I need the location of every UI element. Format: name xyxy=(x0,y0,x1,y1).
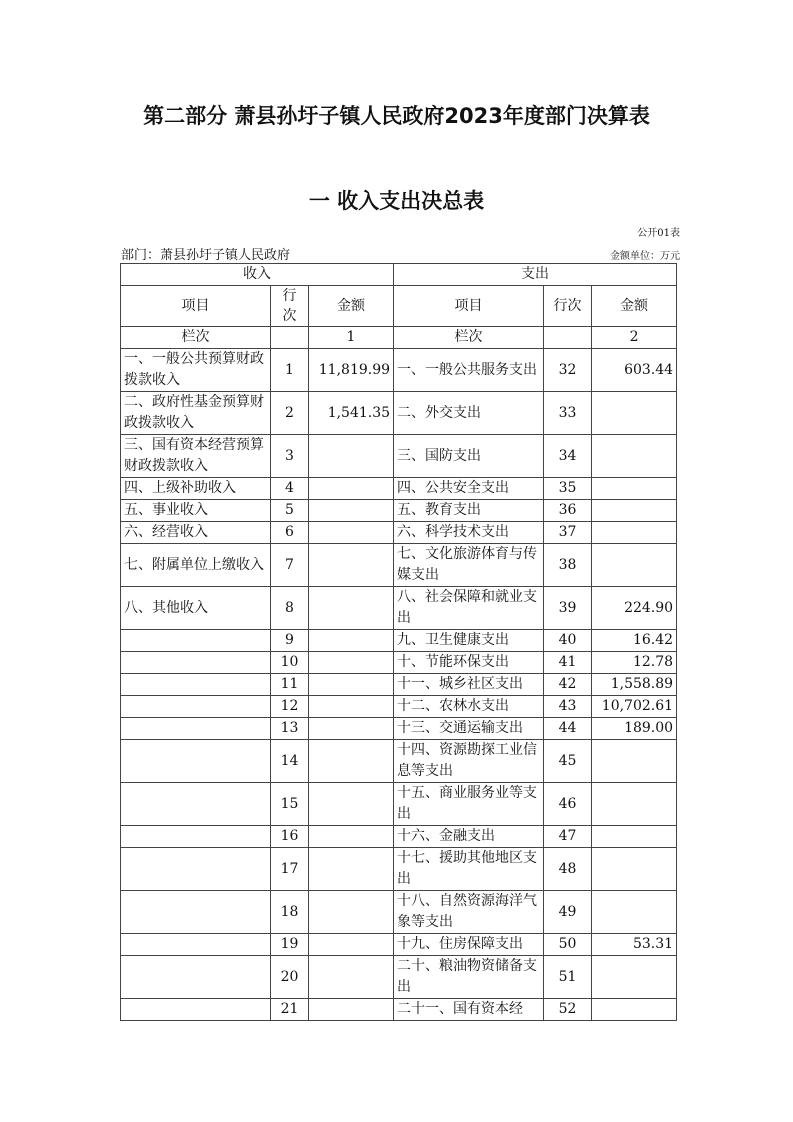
expense-item-cell: 七、文化旅游体育与传媒支出 xyxy=(394,544,544,587)
expense-amount-cell xyxy=(592,392,677,435)
income-row-no-cell: 12 xyxy=(271,696,309,718)
expense-item-cell: 十四、资源勘探工业信息等支出 xyxy=(394,740,544,783)
expense-amount-cell xyxy=(592,891,677,934)
income-item-cell: 三、国有资本经营预算财政拨款收入 xyxy=(121,435,271,478)
table-row xyxy=(121,630,677,652)
income-row-no-cell: 19 xyxy=(271,934,309,956)
income-item-cell xyxy=(121,674,271,696)
expense-row-no-cell: 38 xyxy=(544,544,592,587)
income-row-no-cell: 13 xyxy=(271,718,309,740)
lanci-blank-expense xyxy=(544,327,592,349)
col-item-income: 项目 xyxy=(121,286,271,327)
income-amount-cell: 1,541.35 xyxy=(309,392,394,435)
lanci-num-income: 1 xyxy=(309,327,394,349)
income-row-no-cell: 17 xyxy=(271,848,309,891)
table-row xyxy=(121,522,677,544)
income-item-cell xyxy=(121,826,271,848)
expense-row-no-cell: 43 xyxy=(544,696,592,718)
income-amount-cell xyxy=(309,630,394,652)
expense-row-no-cell: 50 xyxy=(544,934,592,956)
lanci-blank-income xyxy=(271,327,309,349)
income-row-no-cell: 2 xyxy=(271,392,309,435)
income-row-no-cell: 7 xyxy=(271,544,309,587)
expense-item-cell: 十三、交通运输支出 xyxy=(394,718,544,740)
table-row xyxy=(121,696,677,718)
expense-item-cell: 十、节能环保支出 xyxy=(394,652,544,674)
expense-row-no-cell: 44 xyxy=(544,718,592,740)
expense-amount-cell: 12.78 xyxy=(592,652,677,674)
expense-row-no-cell: 45 xyxy=(544,740,592,783)
expense-item-cell: 十六、金融支出 xyxy=(394,826,544,848)
expense-row-no-cell: 47 xyxy=(544,826,592,848)
income-item-cell xyxy=(121,934,271,956)
income-row-no-cell: 4 xyxy=(271,478,309,500)
expense-row-no-cell: 39 xyxy=(544,587,592,630)
expense-amount-cell xyxy=(592,500,677,522)
income-amount-cell xyxy=(309,652,394,674)
income-expense-table xyxy=(120,263,677,1021)
col-row-expense: 行次 xyxy=(544,286,592,327)
income-row-no-cell: 18 xyxy=(271,891,309,934)
col-amount-expense: 金额 xyxy=(592,286,677,327)
income-amount-cell xyxy=(309,500,394,522)
expense-row-no-cell: 41 xyxy=(544,652,592,674)
department-label: 部门：萧县孙圩子镇人民政府 xyxy=(121,248,291,263)
income-amount-cell xyxy=(309,587,394,630)
income-item-cell xyxy=(121,956,271,999)
table-row xyxy=(121,891,677,934)
income-header: 收入 xyxy=(121,264,394,286)
expense-row-no-cell: 46 xyxy=(544,783,592,826)
income-row-no-cell: 5 xyxy=(271,500,309,522)
expense-amount-cell xyxy=(592,435,677,478)
expense-amount-cell: 224.90 xyxy=(592,587,677,630)
expense-item-cell: 一、一般公共服务支出 xyxy=(394,349,544,392)
income-item-cell xyxy=(121,630,271,652)
col-row-income: 行 次 xyxy=(271,286,309,327)
income-item-cell: 一、一般公共预算财政拨款收入 xyxy=(121,349,271,392)
table-row xyxy=(121,587,677,630)
expense-amount-cell xyxy=(592,826,677,848)
expense-amount-cell xyxy=(592,544,677,587)
income-row-no-cell: 3 xyxy=(271,435,309,478)
income-row-no-cell: 20 xyxy=(271,956,309,999)
income-amount-cell xyxy=(309,478,394,500)
expense-amount-cell: 10,702.61 xyxy=(592,696,677,718)
table-row xyxy=(121,349,677,392)
expense-item-cell: 十九、住房保障支出 xyxy=(394,934,544,956)
expense-row-no-cell: 40 xyxy=(544,630,592,652)
income-item-cell xyxy=(121,891,271,934)
lanci-label-income: 栏次 xyxy=(121,327,271,349)
income-amount-cell xyxy=(309,826,394,848)
expense-row-no-cell: 33 xyxy=(544,392,592,435)
table-title: 一 收入支出决总表 xyxy=(308,189,485,213)
income-item-cell: 五、事业收入 xyxy=(121,500,271,522)
expense-item-cell: 四、公共安全支出 xyxy=(394,478,544,500)
expense-item-cell: 十五、商业服务业等支出 xyxy=(394,783,544,826)
income-amount-cell xyxy=(309,696,394,718)
table-row xyxy=(121,544,677,587)
expense-item-cell: 十一、城乡社区支出 xyxy=(394,674,544,696)
income-amount-cell xyxy=(309,891,394,934)
expense-item-cell: 五、教育支出 xyxy=(394,500,544,522)
income-item-cell xyxy=(121,848,271,891)
expense-row-no-cell: 49 xyxy=(544,891,592,934)
expense-row-no-cell: 52 xyxy=(544,999,592,1021)
col-item-expense: 项目 xyxy=(394,286,544,327)
expense-amount-cell xyxy=(592,740,677,783)
income-row-no-cell: 11 xyxy=(271,674,309,696)
lanci-num-expense: 2 xyxy=(592,327,677,349)
expense-row-no-cell: 34 xyxy=(544,435,592,478)
expense-row-no-cell: 36 xyxy=(544,500,592,522)
table-row xyxy=(121,848,677,891)
income-amount-cell xyxy=(309,544,394,587)
table-row xyxy=(121,740,677,783)
income-row-no-cell: 9 xyxy=(271,630,309,652)
expense-amount-cell xyxy=(592,848,677,891)
expense-item-cell: 六、科学技术支出 xyxy=(394,522,544,544)
expense-amount-cell xyxy=(592,956,677,999)
expense-row-no-cell: 51 xyxy=(544,956,592,999)
income-amount-cell: 11,819.99 xyxy=(309,349,394,392)
income-amount-cell xyxy=(309,674,394,696)
table-row xyxy=(121,783,677,826)
table-row xyxy=(121,652,677,674)
income-amount-cell xyxy=(309,522,394,544)
income-row-no-cell: 1 xyxy=(271,349,309,392)
expense-header: 支出 xyxy=(394,264,677,286)
expense-amount-cell: 603.44 xyxy=(592,349,677,392)
income-amount-cell xyxy=(309,740,394,783)
expense-amount-cell: 53.31 xyxy=(592,934,677,956)
income-row-no-cell: 15 xyxy=(271,783,309,826)
table-row xyxy=(121,674,677,696)
expense-amount-cell xyxy=(592,783,677,826)
income-item-cell: 七、附属单位上缴收入 xyxy=(121,544,271,587)
expense-item-cell: 十二、农林水支出 xyxy=(394,696,544,718)
expense-amount-cell xyxy=(592,522,677,544)
income-item-cell xyxy=(121,783,271,826)
expense-item-cell: 十八、自然资源海洋气象等支出 xyxy=(394,891,544,934)
income-item-cell xyxy=(121,718,271,740)
income-item-cell xyxy=(121,652,271,674)
table-row xyxy=(121,500,677,522)
table-row xyxy=(121,718,677,740)
income-amount-cell xyxy=(309,435,394,478)
income-item-cell: 六、经营收入 xyxy=(121,522,271,544)
amount-unit-label: 金额单位：万元 xyxy=(610,251,680,262)
table-row xyxy=(121,392,677,435)
income-row-no-cell: 8 xyxy=(271,587,309,630)
form-code: 公开01表 xyxy=(637,228,680,239)
expense-amount-cell: 1,558.89 xyxy=(592,674,677,696)
page-title: 第二部分 萧县孙圩子镇人民政府2023年度部门决算表 xyxy=(143,104,650,128)
expense-item-cell: 二、外交支出 xyxy=(394,392,544,435)
expense-amount-cell xyxy=(592,999,677,1021)
expense-row-no-cell: 42 xyxy=(544,674,592,696)
table-row xyxy=(121,435,677,478)
table-row xyxy=(121,478,677,500)
expense-row-no-cell: 32 xyxy=(544,349,592,392)
table-row xyxy=(121,934,677,956)
income-amount-cell xyxy=(309,848,394,891)
income-row-no-cell: 21 xyxy=(271,999,309,1021)
expense-amount-cell: 189.00 xyxy=(592,718,677,740)
expense-item-cell: 九、卫生健康支出 xyxy=(394,630,544,652)
expense-item-cell: 八、社会保障和就业支出 xyxy=(394,587,544,630)
income-amount-cell xyxy=(309,999,394,1021)
table-row xyxy=(121,956,677,999)
table-row xyxy=(121,826,677,848)
expense-item-cell: 二十一、国有资本经 xyxy=(394,999,544,1021)
income-row-no-cell: 16 xyxy=(271,826,309,848)
income-row-no-cell: 14 xyxy=(271,740,309,783)
income-item-cell: 二、政府性基金预算财政拨款收入 xyxy=(121,392,271,435)
expense-amount-cell xyxy=(592,478,677,500)
income-item-cell: 八、其他收入 xyxy=(121,587,271,630)
income-amount-cell xyxy=(309,783,394,826)
expense-item-cell: 三、国防支出 xyxy=(394,435,544,478)
income-row-no-cell: 10 xyxy=(271,652,309,674)
table-row xyxy=(121,999,677,1021)
expense-row-no-cell: 37 xyxy=(544,522,592,544)
income-row-no-cell: 6 xyxy=(271,522,309,544)
expense-item-cell: 二十、粮油物资储备支出 xyxy=(394,956,544,999)
income-item-cell xyxy=(121,696,271,718)
expense-row-no-cell: 48 xyxy=(544,848,592,891)
expense-item-cell: 十七、援助其他地区支出 xyxy=(394,848,544,891)
income-item-cell xyxy=(121,999,271,1021)
col-amount-income: 金额 xyxy=(309,286,394,327)
expense-row-no-cell: 35 xyxy=(544,478,592,500)
expense-amount-cell: 16.42 xyxy=(592,630,677,652)
income-amount-cell xyxy=(309,934,394,956)
income-item-cell: 四、上级补助收入 xyxy=(121,478,271,500)
income-item-cell xyxy=(121,740,271,783)
income-amount-cell xyxy=(309,956,394,999)
lanci-label-expense: 栏次 xyxy=(394,327,544,349)
income-amount-cell xyxy=(309,718,394,740)
